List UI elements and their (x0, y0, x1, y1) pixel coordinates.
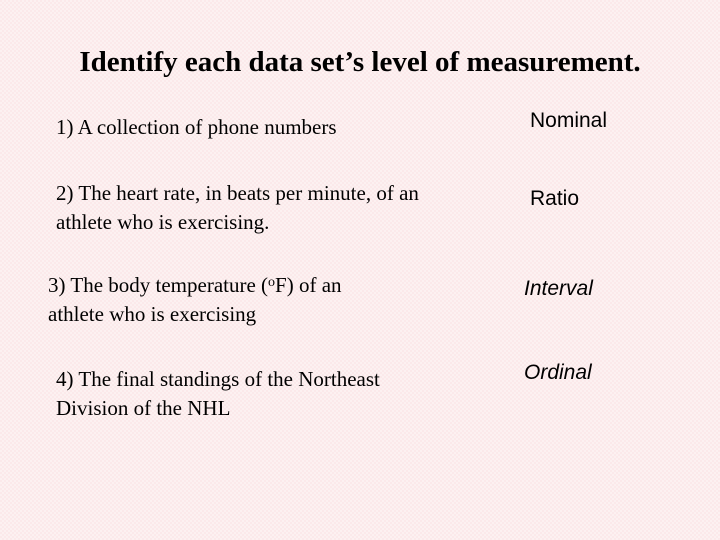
answer-2: Ratio (530, 187, 580, 210)
question-4-line-1: 4) The final standings of the Northeast (56, 367, 380, 391)
answer-1: Nominal (530, 109, 608, 132)
question-3 (48, 268, 342, 329)
question-4-line-2: Division of the NHL (56, 396, 231, 420)
answer-4: Ordinal (524, 361, 592, 384)
question-3-line-1-post: F) of an (275, 273, 342, 297)
slide-title: Identify each data set’s level of measurement. (79, 46, 641, 78)
degree-symbol: o (268, 275, 276, 290)
question-2 (56, 179, 419, 237)
answer-3: Interval (524, 277, 593, 300)
question-1 (56, 113, 337, 142)
question-4 (56, 365, 380, 423)
question-3-line-1 (48, 268, 342, 300)
question-3-line-1-pre: 3) The body temperature ( (48, 273, 269, 297)
question-3-line-2: athlete who is exercising (48, 302, 257, 326)
question-2-line-2: athlete who is exercising. (56, 210, 270, 234)
question-2-line-1: 2) The heart rate, in beats per minute, of an (56, 181, 419, 205)
question-1-text: 1) A collection of phone numbers (56, 115, 337, 139)
